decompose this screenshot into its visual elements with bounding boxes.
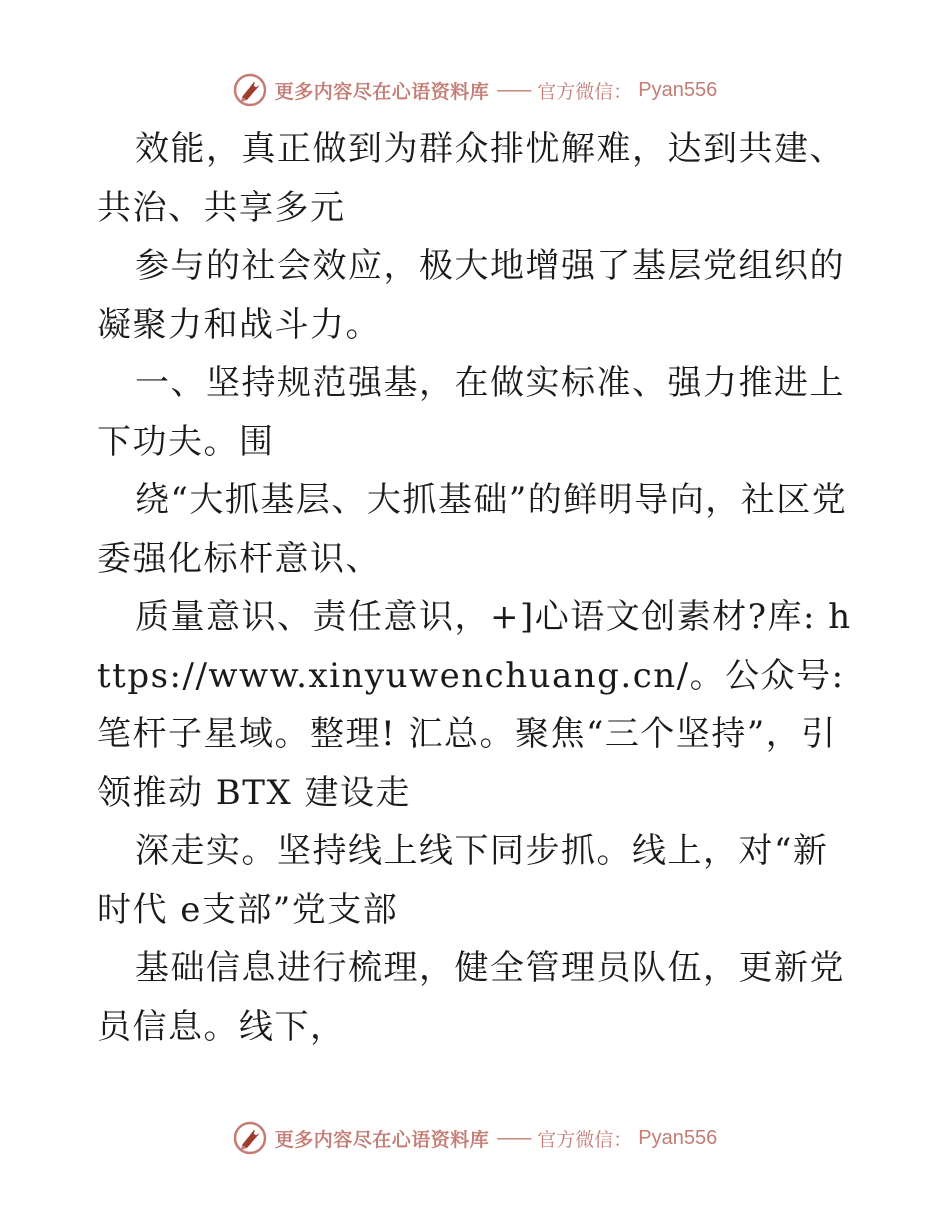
document-body [97,120,857,1056]
banner-wechat-id: Pyan556 [638,1126,718,1149]
paragraph: 参与的社会效应，极大地增强了基层党组织的凝聚力和战斗力。 [97,246,845,345]
footer-watermark-banner [0,1118,950,1158]
banner-dash: —— [496,79,531,101]
banner-wechat-label: 官方微信： [537,80,633,103]
banner-text: 更多内容尽在心语资料库 [274,1128,490,1151]
paragraph: 绕“大抓基层、大抓基础”的鲜明导向，社区党委强化标杆意识、 [97,480,848,579]
banner-text: 更多内容尽在心语资料库 [274,80,490,103]
banner-wechat-id: Pyan556 [638,78,718,101]
header-watermark-banner [0,70,950,110]
paragraph: 效能，真正做到为群众排忧解难，达到共建、共治、共享多元 [97,129,845,228]
paragraph: 质量意识、责任意识，+]心语文创素材?库: https://www.xinyuwenchuang.cn/。公众号: 笔杆子星域。整理! 汇总。聚焦“三个坚持”，引领推动 BTX 建设走 [97,597,852,813]
banner-wechat-label: 官方微信： [537,1128,633,1151]
paragraph: 基础信息进行梳理，健全管理员队伍，更新党员信息。线下， [97,948,845,1047]
paragraph: 深走实。坚持线上线下同步抓。线上，对“新时代 e支部”党支部 [97,831,829,930]
pen-logo-icon [233,1121,267,1155]
pen-logo-icon [233,73,267,107]
banner-dash: —— [496,1127,531,1149]
paragraph: 一、坚持规范强基，在做实标准、强力推进上下功夫。围 [97,363,845,462]
